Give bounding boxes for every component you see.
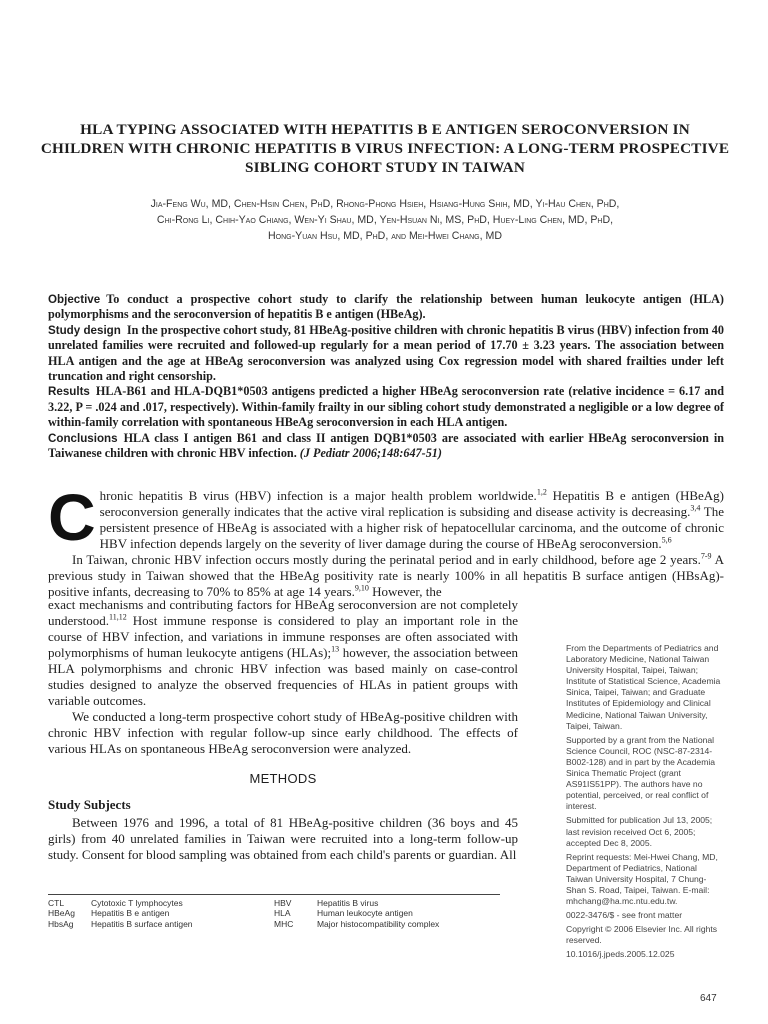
abstract-text: HLA class I antigen B61 and class II antigen DQB1*0503 are associated with earlier HBeAg seroconversion in Taiwanese children with chronic HBV infection. <box>48 430 724 461</box>
page-number: 647 <box>700 993 717 1004</box>
subsection-heading: Study Subjects <box>48 797 131 812</box>
abstract-label: Objective <box>48 293 101 306</box>
reference: 7-9 <box>700 551 712 561</box>
citation: (J Pediatr 2006;148:647-51) <box>299 446 442 461</box>
author-line: Chi-Rong Li, Chih-Yao Chiang, Wen-Yi Shau, MD, Yen-Hsuan Ni, MS, PhD, Huey-Ling Chen, MD, PhD, <box>156 214 614 226</box>
abstract-results <box>48 384 724 430</box>
main-column <box>48 597 518 863</box>
footnote-funding: Supported by a grant from the National Science Council, ROC (NSC-87-2314-B002-128) and in part by the Academia Sinica Thematic Project (grant AS91IS51PP). The authors have no potential, perceived, or real conflict of interest. <box>566 734 716 812</box>
abbreviation: MHC <box>274 918 294 929</box>
abbreviations-table <box>48 894 500 929</box>
body-text: Hepatitis B e antigen (HBeAg) seroconversion generally indicates that the active viral replication is subsiding and disease activity is decreasing. <box>99 488 725 519</box>
abstract-label: Conclusions <box>48 431 118 445</box>
abstract <box>48 292 724 461</box>
body-text: hronic hepatitis B virus (HBV) infection is a major health problem worldwide. <box>99 488 537 503</box>
body-text: The persistent presence of HBeAg is associated with a higher risk of hepatocellular carcinoma, and the outcome of chronic HBV infection depends largely on the severity of liver damage during the course of HBeAg seroconversion. <box>99 504 724 551</box>
reference: 1,2 <box>536 487 547 497</box>
footnote-dates: Submitted for publication Jul 13, 2005; last revision received Oct 6, 2005; accepted Dec 8, 2005. <box>566 815 713 848</box>
abstract-label: Results <box>48 385 90 399</box>
author-list <box>60 196 710 244</box>
reference: 11,12 <box>109 612 127 622</box>
abbreviation-definition: Hepatitis B e antigen <box>90 908 170 919</box>
abbreviation-definition: Human leukocyte antigen <box>316 908 413 919</box>
intro-paragraph-3: We conducted a long-term prospective cohort study of HBeAg-positive children with chronic HBV infection with regular follow-up since early childhood. The effects of various HLAs on spontaneous HBeAg seroconversion were analyzed. <box>48 709 518 756</box>
footnote-reprints: Reprint requests: Mei-Hwei Chang, MD, Department of Pediatrics, National Taiwan University Hospital, 7 Chung-Shan S. Road, Taipei, Taiwan. E-mail: mhchang@ha.mc.ntu.edu.tw. <box>566 851 718 907</box>
abstract-text: To conduct a prospective cohort study to clarify the relationship between human leukocyte antigen (HLA) polymorphisms and the seroconversion of hepatitis B e antigen (HBeAg). <box>48 292 724 322</box>
abbreviation-row <box>48 898 500 908</box>
reference: 13 <box>331 644 340 654</box>
intro-paragraph-2 <box>48 552 724 600</box>
article-footnote <box>566 643 722 964</box>
abbreviation-definition: Hepatitis B virus <box>316 898 379 908</box>
abbreviation: HbsAg <box>48 918 74 929</box>
body-text: exact mechanisms and contributing factors for HBeAg seroconversion are not completely understood. <box>48 597 518 628</box>
footnote-copyright: Copyright © 2006 Elsevier Inc. All rights reserved. <box>566 924 718 946</box>
body-text: however, the association between HLA polymorphisms and chronic HBV infection was based mainly on case-control studies designed to analyze the observed frequencies of HLAs in patient groups with variable outcomes. <box>48 645 518 708</box>
body-text: Host immune response is considered to play an important role in the course of HBV infection, and variations in immune responses are often associated with polymorphisms of human leukocyte antigens (HLAs); <box>48 613 518 660</box>
intro-paragraph-1 <box>48 480 725 554</box>
drop-cap: C <box>48 480 96 554</box>
abstract-objective <box>48 292 724 323</box>
reference: 3,4 <box>690 503 701 513</box>
body-text: A previous study in Taiwan showed that the HBeAg positivity rate is nearly 100% in all hepatitis B surface antigen (HBsAg)-positive infants, decreasing to 70% to 85% at age 14 years. <box>48 552 725 599</box>
abstract-design <box>48 323 724 385</box>
abstract-conclusions <box>48 431 724 462</box>
footnote-doi: 10.1016/j.jpeds.2005.12.025 <box>566 949 675 960</box>
intro-paragraph-2-cont <box>48 597 518 709</box>
abbreviation: HBeAg <box>48 908 75 919</box>
abbreviation-definition: Hepatitis B surface antigen <box>90 918 193 929</box>
methods-paragraph-1: Between 1976 and 1996, a total of 81 HBeAg-positive children (36 boys and 45 girls) from 40 unrelated families in Taiwan were recruited into a long-term follow-up study. Consent for blood sampling was obtained from each child's parents or guardian. All <box>48 815 518 862</box>
abstract-text: In the prospective cohort study, 81 HBeAg-positive children with chronic hepatitis B virus (HBV) infection from 40 unrelated families were recruited and followed-up regularly for a mean period of 17.70 ± 3.23 years. The association between HLA antigen and the age at HBeAg seroconversion was analyzed using Cox regression model with shared frailties under left truncation and right censorship. <box>48 322 724 384</box>
abstract-text: HLA-B61 and HLA-DQB1*0503 antigens predicted a higher HBeAg seroconversion rate (relative incidence = 6.17 and 3.22, P = .024 and .017, respectively). Within-family frailty in our sibling cohort study demonstrated a negligible or a low degree of within-family correlation with spontaneous HBeAg seroconversion in each HLA antigen. <box>48 384 724 430</box>
abstract-label: Study design <box>48 323 121 337</box>
footnote-affiliations: From the Departments of Pediatrics and Laboratory Medicine, National Taiwan University Hospital, Taipei, Taiwan; Institute of Statistical Science, Academia Sinica, Taipei, Taiwan; and Graduate Institutes of Epidemiology and Clinical Medicine, National Taiwan University, Taipei, Taiwan. <box>566 643 721 731</box>
author-line: Hong-Yuan Hsu, MD, PhD, and Mei-Hwei Chang, MD <box>268 230 502 242</box>
section-heading-methods: METHODS <box>249 771 317 786</box>
footnote-issn: 0022-3476/$ - see front matter <box>566 910 683 921</box>
abbreviation-definition: Cytotoxic T lymphocytes <box>90 898 183 908</box>
abbreviation: HBV <box>274 898 292 908</box>
abbreviation: HLA <box>274 908 291 919</box>
reference: 9,10 <box>354 583 369 593</box>
intro-full-width <box>48 480 725 600</box>
abbreviation-row <box>48 908 500 918</box>
article-title: HLA TYPING ASSOCIATED WITH HEPATITIS B E ANTIGEN SEROCONVERSION IN CHILDREN WITH CHRONIC HEPATITIS B VIRUS INFECTION: A LONG-TERM PROSPECTIVE SIBLING COHORT STUDY IN TAIWAN <box>40 121 730 176</box>
body-text: In Taiwan, chronic HBV infection occurs mostly during the perinatal period and in early childhood, before age 2 years. <box>72 552 701 567</box>
author-line: Jia-Feng Wu, MD, Chen-Hsin Chen, PhD, Rhong-Phong Hsieh, Hsiang-Hung Shih, MD, Yi-Hau Chen, PhD, <box>150 198 620 210</box>
abbreviation-definition: Major histocompatibility complex <box>316 918 440 929</box>
reference: 5,6 <box>661 535 672 545</box>
body-text: However, the <box>368 584 442 599</box>
abbreviation: CTL <box>48 898 65 908</box>
abbreviation-row <box>48 919 500 929</box>
